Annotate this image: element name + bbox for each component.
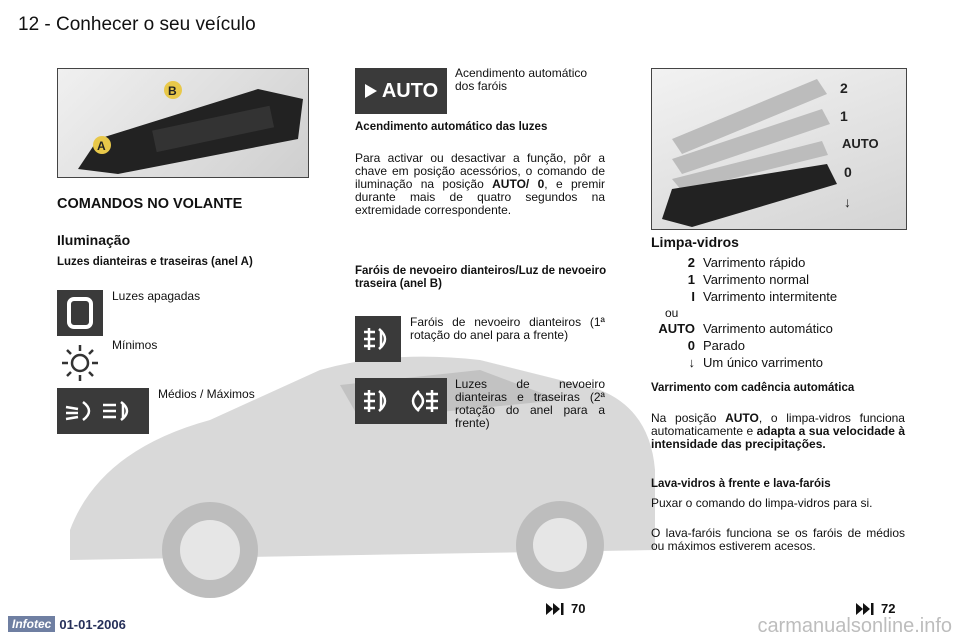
lighting-stalk-image [57, 68, 309, 178]
page-ref-72-label: 72 [881, 601, 896, 616]
or-text: ou [665, 306, 679, 320]
section-title: COMANDOS NO VOLANTE [57, 196, 243, 212]
wiper-list-2 [651, 320, 911, 371]
ring-a-title: Luzes dianteiras e traseiras (anel A) [57, 256, 253, 268]
wiper-title: Limpa-vidros [651, 234, 739, 250]
lights-off-icon [57, 290, 103, 336]
fog-front-text: Faróis de nevoeiro dianteiros (1ª rotação do anel para a frente) [410, 315, 605, 342]
sidelights-label: Mínimos [112, 338, 158, 352]
cadence-title: Varrimento com cadência automática [651, 382, 855, 394]
wiper-row: 2 Varrimento rápido [687, 255, 806, 270]
auto-text-1: Para activar ou desactivar a função, pôr a chave em posição acessórios, o comando de iluminação na posição [355, 151, 605, 191]
edition-date: 01-01-2006 [59, 616, 126, 632]
front-fog-icon [355, 316, 401, 362]
wiper-row: 1 Varrimento normal [687, 272, 809, 287]
page-title: 12 - Conhecer o seu veículo [18, 14, 256, 35]
front-rear-fog-icon [355, 378, 447, 424]
cadence-text: Na posição AUTO, o limpa-vidros funciona automaticamente e adapta a sua velocidade à intensidade das precipitações. [651, 411, 905, 451]
footer [8, 616, 126, 632]
fog-title: Faróis de nevoeiro dianteiros/Luz de nevoeiro traseira (anel B) [355, 265, 607, 290]
next-page-icon [545, 602, 565, 616]
page-ref-70[interactable] [545, 601, 585, 616]
auto-badge: AUTO [381, 79, 439, 102]
auto-text-bold: AUTO/ 0 [492, 177, 545, 191]
sidelights-icon [57, 340, 103, 386]
stalk-label-b: B [168, 84, 177, 98]
auto-caption: Acendimento automático dos faróis [455, 66, 588, 93]
wiper-pos-0: 0 [844, 164, 852, 180]
fog-both-text: Luzes de nevoeiro dianteiras e traseiras (2ª rotação do anel para a frente) [455, 377, 605, 430]
dipped-main-beam-icon [57, 388, 149, 434]
stalk-label-a: A [97, 139, 106, 153]
wiper-pos-auto: AUTO [842, 136, 879, 151]
wiper-stalk-image [651, 68, 907, 230]
wiper-pos-single: ↓ [844, 194, 851, 210]
dipped-main-label: Médios / Máximos [158, 387, 255, 401]
wiper-list-1 [651, 254, 911, 305]
wiper-pos-1: 1 [840, 108, 848, 124]
infotec-logo: Infotec [8, 616, 55, 632]
wiper-row: I Varrimento intermitente [691, 289, 838, 304]
auto-text [355, 152, 605, 217]
auto-text-2: , e premir durante mais de quatro segundos na extremidade correspondente. [355, 177, 605, 217]
wiper-row: 0 Parado [687, 338, 745, 353]
washer-text-1: Puxar o comando do limpa-vidros para si. [651, 496, 873, 510]
lighting-title: Iluminação [57, 232, 131, 248]
page-ref-70-label: 70 [571, 601, 586, 616]
next-page-icon [855, 602, 875, 616]
wiper-row: ↓ Um único varrimento [688, 355, 823, 370]
washer-text-2: O lava-faróis funciona se os faróis de médios ou máximos estiverem acesos. [651, 526, 905, 553]
wiper-row: AUTO Varrimento automático [658, 321, 833, 336]
wiper-pos-2: 2 [840, 80, 848, 96]
auto-title: Acendimento automático das luzes [355, 121, 548, 133]
washer-title: Lava-vidros à frente e lava-faróis [651, 478, 831, 490]
lights-off-label: Luzes apagadas [112, 289, 201, 303]
watermark: carmanualsonline.info [757, 615, 952, 637]
auto-headlamp-icon [355, 68, 447, 114]
page-ref-72[interactable] [855, 601, 895, 616]
